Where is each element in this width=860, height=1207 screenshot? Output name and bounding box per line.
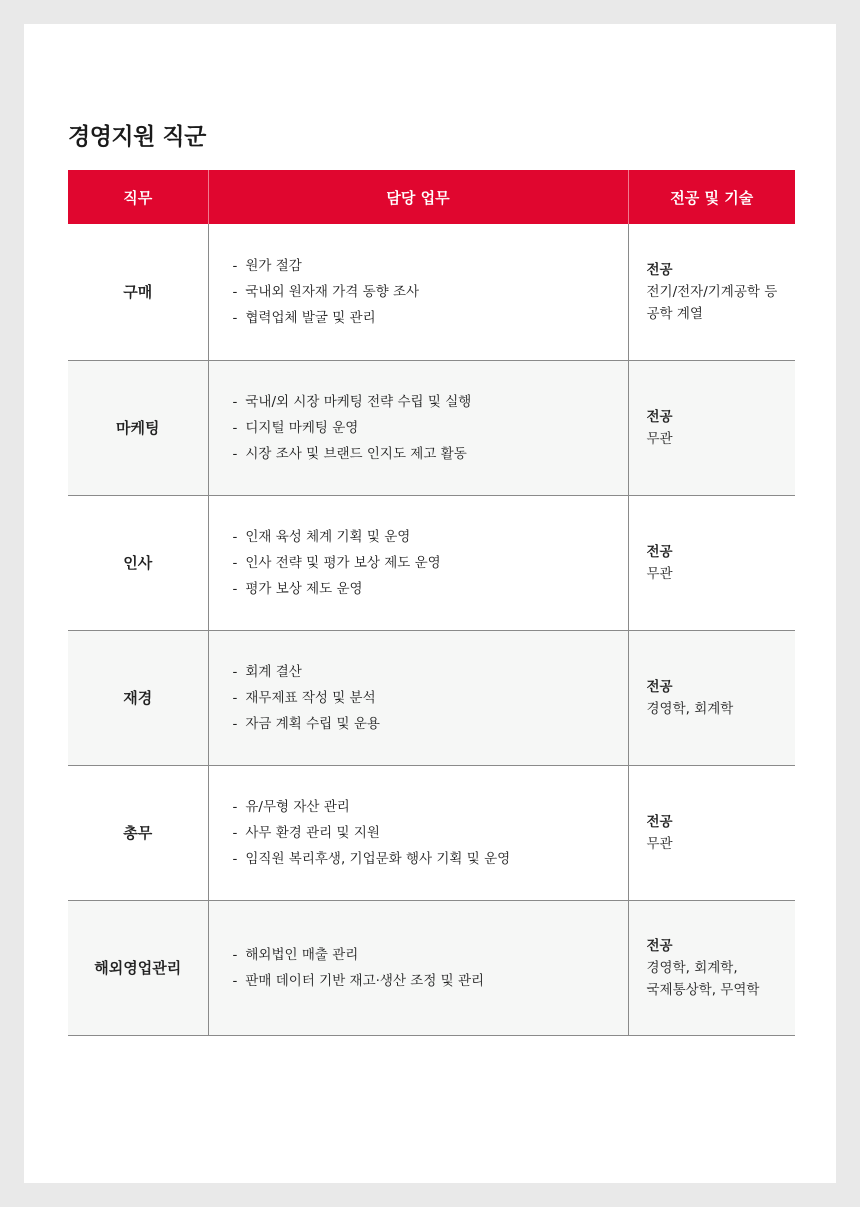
- duty-cell: [208, 360, 628, 495]
- job-name: 해외영업관리: [68, 900, 208, 1035]
- job-table: [68, 170, 795, 1036]
- major-text: 무관: [646, 430, 673, 447]
- header-job: 직무: [68, 170, 208, 224]
- document-page: [24, 24, 836, 1183]
- duty-item: - 국내/외 시장 마케팅 전략 수립 및 실행: [233, 389, 628, 415]
- duty-cell: [208, 630, 628, 765]
- major-cell: [628, 900, 795, 1035]
- major-text: 경영학, 회계학: [646, 700, 734, 717]
- table-row: [68, 224, 795, 360]
- duty-item: - 사무 환경 관리 및 지원: [233, 820, 628, 846]
- header-major: 전공 및 기술: [628, 170, 795, 224]
- major-label: 전공: [646, 678, 673, 695]
- duty-item: - 원가 절감: [233, 253, 628, 279]
- job-name: 총무: [68, 765, 208, 900]
- major-label: 전공: [646, 813, 673, 830]
- duty-cell: [208, 495, 628, 630]
- major-label: 전공: [646, 408, 673, 425]
- table-row: [68, 765, 795, 900]
- duty-item: - 인재 육성 체계 기획 및 운영: [233, 524, 628, 550]
- major-cell: [628, 495, 795, 630]
- section-title: 경영지원 직군: [68, 124, 206, 150]
- duty-cell: [208, 900, 628, 1035]
- duty-item: - 판매 데이터 기반 재고·생산 조정 및 관리: [233, 968, 628, 994]
- table-row: [68, 495, 795, 630]
- duty-item: - 시장 조사 및 브랜드 인지도 제고 활동: [233, 441, 628, 467]
- duty-item: - 해외법인 매출 관리: [233, 942, 628, 968]
- duty-item: - 평가 보상 제도 운영: [233, 576, 628, 602]
- duty-cell: [208, 224, 628, 360]
- table-row: [68, 360, 795, 495]
- major-cell: [628, 630, 795, 765]
- header-duties: 담당 업무: [208, 170, 628, 224]
- duty-item: - 임직원 복리후생, 기업문화 행사 기획 및 운영: [233, 846, 628, 872]
- major-text: 국제통상학, 무역학: [646, 981, 760, 998]
- table-header: [68, 170, 795, 224]
- major-text: 무관: [646, 565, 673, 582]
- job-name: 마케팅: [68, 360, 208, 495]
- duty-item: - 디지털 마케팅 운영: [233, 415, 628, 441]
- duty-item: - 자금 계획 수립 및 운용: [233, 711, 628, 737]
- duty-cell: [208, 765, 628, 900]
- duty-item: - 국내외 원자재 가격 동향 조사: [233, 279, 628, 305]
- duty-item: - 재무제표 작성 및 분석: [233, 685, 628, 711]
- major-text: 전기/전자/기계공학 등: [646, 283, 778, 300]
- major-label: 전공: [646, 543, 673, 560]
- major-cell: [628, 224, 795, 360]
- major-text: 경영학, 회계학,: [646, 959, 738, 976]
- major-cell: [628, 765, 795, 900]
- duty-item: - 협력업체 발굴 및 관리: [233, 305, 628, 331]
- major-label: 전공: [646, 937, 673, 954]
- job-name: 인사: [68, 495, 208, 630]
- table-row: [68, 630, 795, 765]
- job-name: 구매: [68, 224, 208, 360]
- duty-item: - 회계 결산: [233, 659, 628, 685]
- major-cell: [628, 360, 795, 495]
- duty-item: - 유/무형 자산 관리: [233, 794, 628, 820]
- job-name: 재경: [68, 630, 208, 765]
- table-row: [68, 900, 795, 1035]
- major-text: 공학 계열: [646, 305, 703, 322]
- major-label: 전공: [646, 261, 673, 278]
- major-text: 무관: [646, 835, 673, 852]
- duty-item: - 인사 전략 및 평가 보상 제도 운영: [233, 550, 628, 576]
